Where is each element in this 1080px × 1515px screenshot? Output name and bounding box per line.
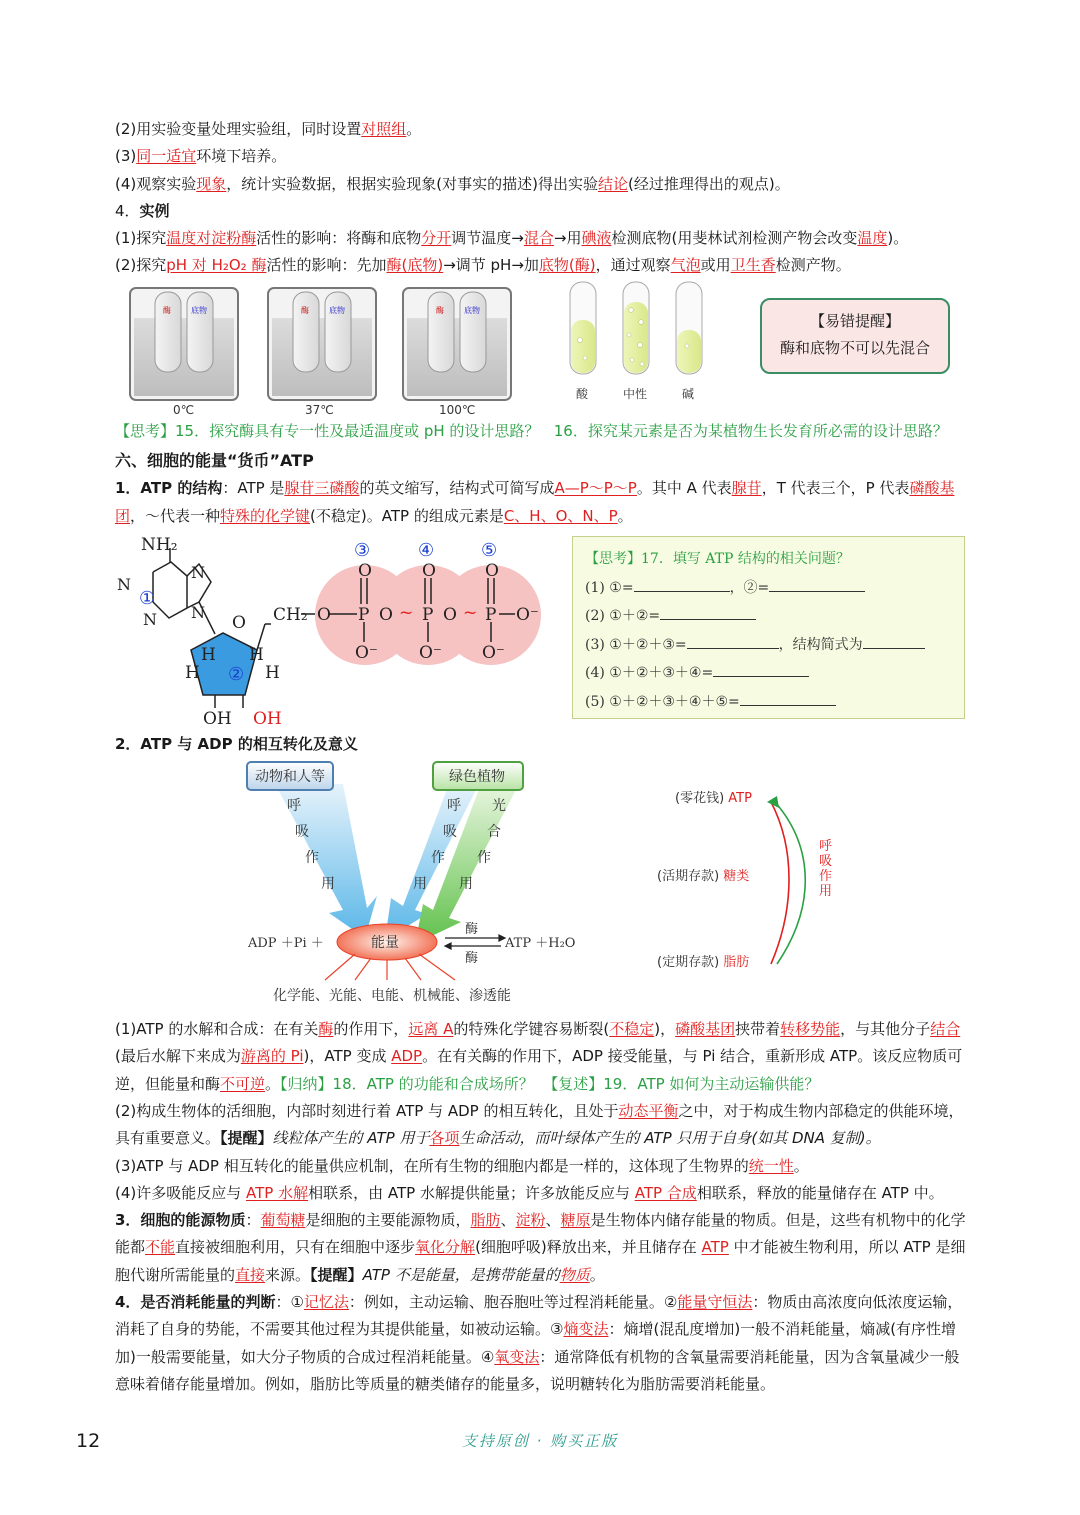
think-box-17 bbox=[572, 536, 965, 719]
plants-label: 绿色植物 bbox=[449, 769, 505, 786]
atp-savings-analogy bbox=[657, 790, 752, 970]
svg-text:作: 作 bbox=[477, 850, 491, 867]
svg-text:吸: 吸 bbox=[819, 854, 833, 870]
n-atom-label: N bbox=[191, 563, 205, 583]
beaker-label-37c: 37℃ bbox=[305, 402, 334, 417]
atp-adp-heading: 2．ATP 与 ADP 的相互转化及意义 bbox=[115, 735, 358, 754]
o-minus-right-label: O⁻ bbox=[516, 605, 539, 626]
oxygen-bridge-label: O bbox=[317, 605, 331, 626]
svg-text:用: 用 bbox=[819, 884, 833, 900]
page-content bbox=[115, 116, 970, 1398]
tube-label-neutral: 中性 bbox=[623, 386, 648, 401]
oxygen-bridge-label: O bbox=[443, 605, 457, 626]
tube-label-substrate: 底物 bbox=[191, 305, 207, 315]
beaker-100c bbox=[403, 288, 511, 400]
tube-label-base: 碱 bbox=[682, 386, 695, 401]
respiration-side-text bbox=[819, 839, 832, 899]
n-atom-label: N bbox=[191, 603, 205, 623]
svg-text:用: 用 bbox=[413, 876, 427, 893]
svg-text:(定期存款) 脂肪: (定期存款) 脂肪 bbox=[657, 955, 750, 971]
atp-adp-conversion-diagram bbox=[115, 758, 970, 1016]
tube-label-enzyme: 酶 bbox=[436, 305, 444, 315]
tube-label-substrate: 底物 bbox=[329, 305, 345, 315]
tip-text: 酶和底物不可以先混合 bbox=[779, 338, 930, 357]
n-atom-label: N bbox=[117, 575, 131, 595]
beaker-37c bbox=[268, 288, 376, 400]
high-energy-bond-symbol: ~ bbox=[463, 603, 478, 624]
phosphorus-label: P bbox=[358, 605, 370, 626]
o-minus-label: O⁻ bbox=[355, 643, 378, 664]
svg-text:作: 作 bbox=[305, 850, 319, 867]
o-minus-label: O⁻ bbox=[419, 643, 442, 664]
paragraph-energy-substances: 3．细胞的能源物质：葡萄糖是细胞的主要能源物质，脂肪、淀粉、糖原是生物体内储存能量的物质。但是，这些有机物中的化学能都不能直接被细胞利用，只有在细胞中逐步氧化分解(细胞呼吸)释放出来，并且储存在 ATP 中才能被生物利用，所以 ATP 是细胞代谢所需能量的直接来源。【提醒】ATP 不是能量，是携带能量的物质。 bbox=[115, 1211, 966, 1284]
tip-box bbox=[760, 298, 950, 374]
atp-molecule-diagram bbox=[115, 530, 565, 726]
energy-label: 能量 bbox=[371, 935, 399, 952]
marker-2: ② bbox=[228, 664, 245, 686]
h-atom-label: H bbox=[201, 645, 216, 666]
test-tubes bbox=[570, 282, 702, 374]
o-minus-label: O⁻ bbox=[482, 643, 505, 664]
think-q2: (2) ①＋②= bbox=[585, 602, 952, 631]
svg-text:(零花钱) ATP: (零花钱) ATP bbox=[675, 791, 752, 807]
ch2-label: CH₂ bbox=[273, 605, 308, 626]
tube-label-substrate: 底物 bbox=[464, 305, 480, 315]
paragraph-step4: (4)观察实验现象，统计实验数据，根据实验现象(对事实的描述)得出实验结论(经过推理得出的观点)。 bbox=[115, 174, 790, 193]
svg-text:呼: 呼 bbox=[819, 839, 833, 855]
atp-structure-figure bbox=[115, 530, 970, 726]
svg-text:吸: 吸 bbox=[295, 824, 309, 841]
marker-4: ④ bbox=[418, 540, 435, 562]
beaker-label-0c: 0℃ bbox=[173, 402, 195, 417]
tube-label-enzyme: 酶 bbox=[301, 305, 309, 315]
think-q3: (3) ①＋②＋③= ，结构简式为 bbox=[585, 631, 952, 660]
svg-text:吸: 吸 bbox=[443, 824, 457, 841]
paragraph-step3: (3)同一适宜环境下培养。 bbox=[115, 147, 287, 166]
red-conversion-arrow bbox=[771, 802, 789, 964]
svg-text:(活期存款) 糖类: (活期存款) 糖类 bbox=[657, 869, 750, 885]
atp-adp-conversion-figure bbox=[115, 758, 970, 1016]
ring-oxygen-label: O bbox=[232, 613, 246, 634]
think-box-title: 【思考】17．填写 ATP 结构的相关问题？ bbox=[585, 551, 850, 568]
marker-5: ⑤ bbox=[481, 540, 498, 562]
heading-examples: 4．实例 bbox=[115, 201, 170, 220]
paragraph-unity: (3)ATP 与 ADP 相互转化的能量供应机制，在所有生物的细胞内都是一样的，这体现了生物界的统一性。 bbox=[115, 1156, 809, 1175]
energy-forms-label: 化学能、光能、电能、机械能、渗透能 bbox=[273, 988, 511, 1005]
svg-text:作: 作 bbox=[819, 869, 833, 885]
enzyme-label-bottom: 酶 bbox=[465, 951, 479, 967]
paragraph-energy-judgement: 4．是否消耗能量的判断：①记忆法：例如，主动运输、胞吞胞吐等过程消耗能量。②能量守恒法：物质由高浓度向低浓度运输，消耗了自身的势能，不需要其他过程为其提供能量，如被动运输。③熵变法：熵增(混乱度增加)一般不消耗能量，熵减(有序性增加)一般需要能量，如大分子物质的合成过程消耗能量。④氧变法：通常降低有机物的含氧量需要消耗能量，因为含氧量减少一般意味着储存能量增加。例如，脂肪比等质量的糖类储存的能量多，说明糖转化为脂肪需要消耗能量。 bbox=[115, 1293, 963, 1393]
paragraph-example1: (1)探究温度对淀粉酶活性的影响：将酶和底物分开调节温度→混合→用碘液检测底物(用斐林试剂检测产物会改变温度)。 bbox=[115, 229, 909, 248]
svg-text:合: 合 bbox=[487, 824, 501, 841]
phosphorus-label: P bbox=[422, 605, 434, 626]
oxygen-bridge-label: O bbox=[379, 605, 393, 626]
beaker-0c bbox=[130, 288, 238, 400]
reversible-arrows bbox=[445, 935, 505, 949]
paragraph-step2: (2)用实验变量处理实验组，同时设置对照组。 bbox=[115, 120, 422, 138]
tube-label-acid: 酸 bbox=[576, 386, 589, 401]
double-bond-oxygen-label: O bbox=[485, 561, 499, 582]
paragraph-example2: (2)探究pH 对 H₂O₂ 酶活性的影响：先加酶(底物)→调节 pH→加底物(酶)，通过观察气泡或用卫生香检测产物。 bbox=[115, 256, 851, 275]
svg-text:光: 光 bbox=[492, 798, 506, 815]
paragraph-atp-structure: 1．ATP 的结构：ATP 是腺苷三磷酸的英文缩写，结构式可简写成A—P～P～P。其中 A 代表腺苷，T 代表三个，P 代表磷酸基团，～代表一种特殊的化学键(不稳定)。ATP 的组成元素是C、H、O、N、P。 bbox=[115, 479, 955, 525]
marker-1: ① bbox=[139, 588, 156, 610]
think-q4: (4) ①＋②＋③＋④= bbox=[585, 659, 952, 688]
think-q5: (5) ①＋②＋③＋④＋⑤= bbox=[585, 688, 952, 717]
h-atom-label: H bbox=[249, 645, 264, 666]
high-energy-bond-symbol: ~ bbox=[399, 603, 414, 624]
svg-text:呼: 呼 bbox=[287, 798, 301, 815]
section-6-heading: 六、细胞的能量“货币”ATP bbox=[115, 451, 314, 471]
svg-text:用: 用 bbox=[321, 876, 335, 893]
oh-left-label: OH bbox=[203, 709, 232, 727]
oh-right-label: OH bbox=[253, 709, 282, 727]
beakers-and-tubes-illustration bbox=[115, 280, 755, 420]
enzyme-label-top: 酶 bbox=[465, 922, 479, 938]
h-atom-label: H bbox=[265, 663, 280, 684]
marker-3: ③ bbox=[354, 540, 371, 562]
think-q1: (1) ①= ，②= bbox=[585, 574, 952, 603]
paragraph-hydrolysis-synthesis: (1)ATP 的水解和合成：在有关酶的作用下，远离 A的特殊化学键容易断裂(不稳定)，磷酸基团挟带着转移势能，与其他分子结合(最后水解下来成为游离的 Pi)，ATP 变成 ADP。在有关酶的作用下，ADP 接受能量，与 Pi 结合，重新形成 ATP。该反应物质可逆，但能量和酶不可逆。【归纳】18．ATP 的功能和合成场所？ 【复述】19．ATP 如何为主动运输供能？ bbox=[115, 1020, 963, 1093]
footer-slogan: 支持原创 · 购买正版 bbox=[461, 1432, 619, 1450]
paragraph-endergonic: (4)许多吸能反应与 ATP 水解相联系，由 ATP 水解提供能量；许多放能反应与 ATP 合成相联系，释放的能量储存在 ATP 中。 bbox=[115, 1183, 944, 1202]
animals-label: 动物和人等 bbox=[255, 769, 325, 786]
experiment-figure bbox=[115, 280, 970, 420]
nh2-label: NH₂ bbox=[141, 535, 178, 556]
paragraph-dynamic-balance: (2)构成生物体的活细胞，内部时刻进行着 ATP 与 ADP 的相互转化，且处于动态平衡之中，对于构成生物内部稳定的供能环境，具有重要意义。【提醒】线粒体产生的 ATP 用于各项生命活动，而叶绿体产生的 ATP 只用于自身(如其 DNA 复制)。 bbox=[115, 1101, 964, 1148]
double-bond-oxygen-label: O bbox=[358, 561, 372, 582]
double-bond-oxygen-label: O bbox=[422, 561, 436, 582]
n-atom-label: N bbox=[143, 610, 157, 630]
svg-text:呼: 呼 bbox=[447, 798, 461, 815]
atp-h2o-label: ATP ＋H₂O bbox=[505, 936, 576, 952]
beaker-label-100c: 100℃ bbox=[439, 402, 476, 417]
page-number: 12 bbox=[76, 1430, 101, 1452]
think-question-15-16: 【思考】15．探究酶具有专一性及最适温度或 pH 的设计思路？ 16．探究某元素是否为某植物生长发育所必需的设计思路？ bbox=[115, 421, 948, 440]
adp-pi-label: ADP ＋Pi ＋ bbox=[248, 936, 324, 952]
h-atom-label: H bbox=[185, 663, 200, 684]
phosphorus-label: P bbox=[485, 605, 497, 626]
tip-title: 【易错提醒】 bbox=[809, 311, 900, 330]
svg-text:作: 作 bbox=[431, 850, 445, 867]
svg-text:用: 用 bbox=[459, 876, 473, 893]
tube-label-enzyme: 酶 bbox=[163, 305, 171, 315]
